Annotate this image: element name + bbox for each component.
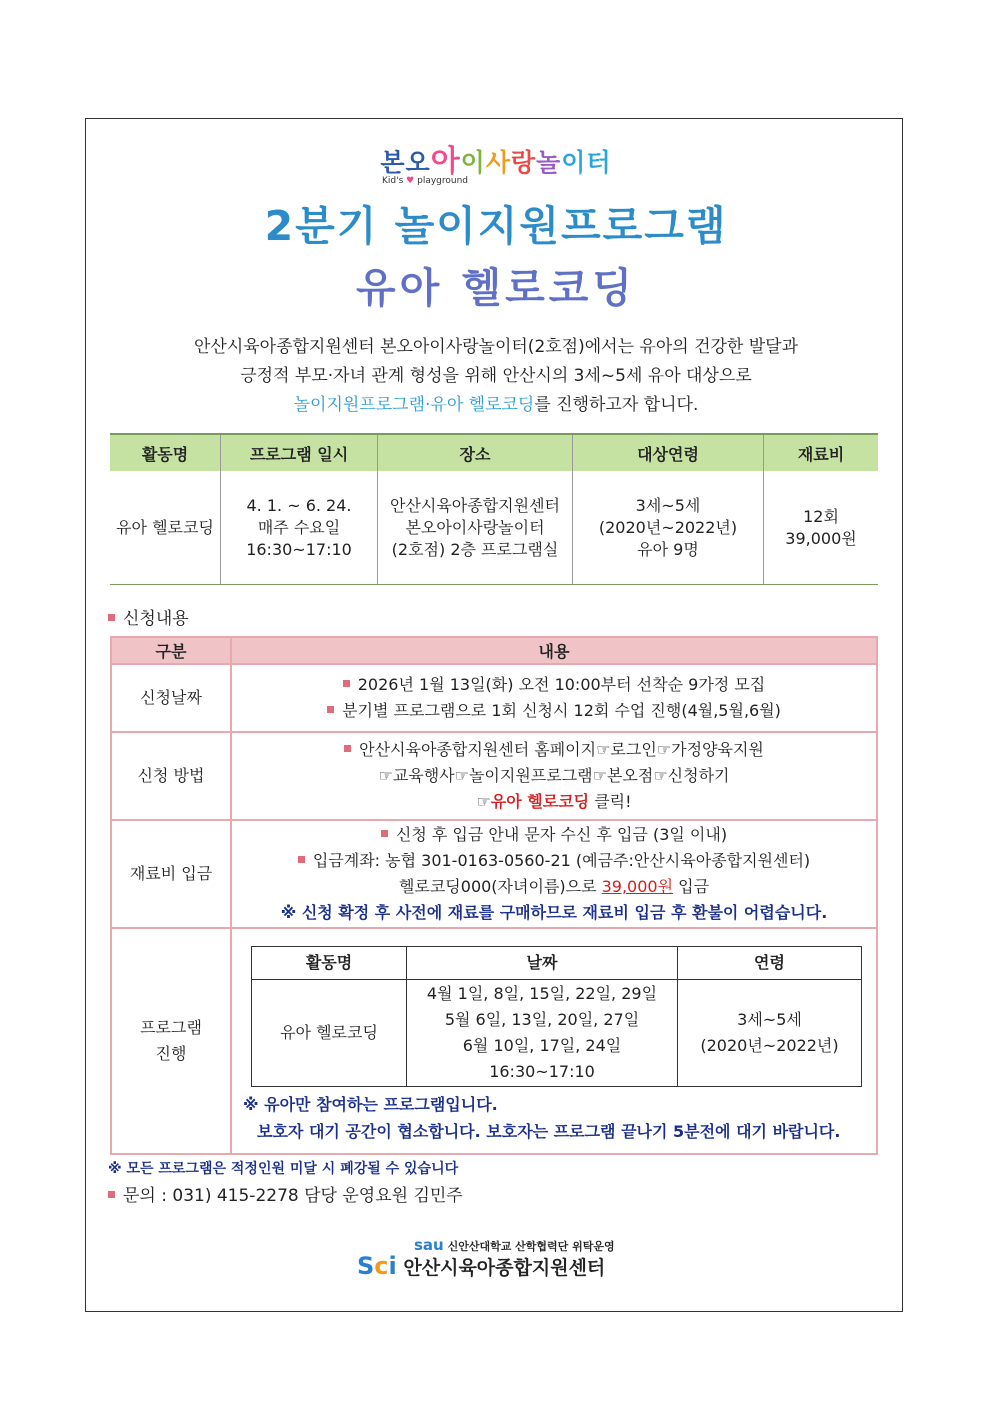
page-title: 2분기 놀이지원프로그램 xyxy=(264,202,728,250)
content-line xyxy=(233,789,875,815)
refund-notice: ※ 신청 확정 후 사전에 재료를 구매하므로 재료비 입금 후 환불이 어렵습니다. xyxy=(280,903,828,922)
content-line xyxy=(233,698,875,724)
summary-cell-date xyxy=(221,471,378,585)
content-text: 분기별 프로그램으로 1회 신청시 12회 수업 진행(4월,5월,6월) xyxy=(342,701,781,720)
age-line: 유아 9명 xyxy=(637,539,699,559)
schedule-row xyxy=(252,980,862,1087)
row-content xyxy=(231,928,877,1154)
content-text: 입금 xyxy=(673,877,710,896)
schedule-header-age: 연령 xyxy=(678,947,862,980)
program-link-text: 유아 헬로코딩 xyxy=(490,792,590,811)
summary-header-date: 프로그램 일시 xyxy=(221,434,378,471)
intro-line-3-rest: 를 진행하고자 합니다. xyxy=(534,395,699,415)
schedule-cell-age xyxy=(678,980,862,1087)
content-text: 안산시육아종합지원센터 홈페이지☞로그인☞가정양육지원 xyxy=(359,740,764,759)
logo-sub-left: Kid's xyxy=(382,176,404,186)
schedule-age-line: 3세~5세 xyxy=(737,1010,802,1029)
contact-text: 문의 : 031) 415-2278 담당 운영요원 김민주 xyxy=(123,1186,463,1206)
program-notice-1: ※ 유아만 참여하는 프로그램입니다. xyxy=(243,1095,498,1114)
square-bullet-icon xyxy=(343,680,350,687)
schedule-date-line: 5월 6일, 13일, 20일, 27일 xyxy=(444,1010,640,1029)
intro-highlight: 놀이지원프로그램·유아 헬로코딩 xyxy=(293,395,535,415)
age-line: 3세~5세 xyxy=(635,495,701,515)
content-line: ☞교육행사☞놀이지원프로그램☞본오점☞신청하기 xyxy=(378,766,730,785)
square-bullet-icon xyxy=(344,745,351,752)
row-content xyxy=(231,664,877,732)
sau-logo: sau xyxy=(414,1236,444,1254)
fee-line: 12회 xyxy=(803,506,839,526)
logo-text-2: 아 xyxy=(430,144,461,179)
cancellation-note: ※ 모든 프로그램은 적정인원 미달 시 폐강될 수 있습니다 xyxy=(108,1161,459,1177)
application-header-category: 구분 xyxy=(111,637,231,664)
content-line xyxy=(233,737,875,763)
content-text: 신청 후 입금 안내 문자 수신 후 입금 (3일 이내) xyxy=(395,825,728,844)
content-line xyxy=(233,822,875,848)
row-content xyxy=(231,732,877,820)
row-label-line: 진행 xyxy=(155,1044,187,1063)
date-line: 4. 1. ~ 6. 24. xyxy=(246,495,352,515)
contact-line xyxy=(108,1181,463,1206)
logo-text-7: 이터 xyxy=(561,148,612,177)
schedule-cell-name: 유아 헬로코딩 xyxy=(252,980,407,1087)
application-header-row xyxy=(111,637,877,664)
logo-text-6: 놀 xyxy=(536,148,562,177)
place-line: (2호점) 2층 프로그램실 xyxy=(391,539,559,559)
schedule-header-date: 날짜 xyxy=(407,947,678,980)
row-label-line: 프로그램 xyxy=(140,1018,202,1037)
square-bullet-icon xyxy=(327,706,334,713)
intro-line-2: 긍정적 부모·자녀 관계 형성을 위해 안산시의 3세~5세 유아 대상으로 xyxy=(240,366,752,386)
place-line: 본오아이사랑놀이터 xyxy=(405,517,545,537)
row-label: 재료비 입금 xyxy=(111,820,231,928)
row-content xyxy=(231,820,877,928)
date-line: 매주 수요일 xyxy=(257,517,341,537)
section-heading xyxy=(108,604,189,629)
playground-logo xyxy=(0,144,992,179)
section-title: 신청내용 xyxy=(123,609,189,629)
application-row-method xyxy=(111,732,877,820)
summary-header-name: 활동명 xyxy=(110,434,221,471)
date-line: 16:30~17:10 xyxy=(246,539,352,559)
schedule-date-line: 4월 1일, 8일, 15일, 22일, 29일 xyxy=(426,984,658,1003)
summary-cell-place xyxy=(378,471,573,585)
summary-header-place: 장소 xyxy=(378,434,573,471)
application-header-content: 내용 xyxy=(231,637,877,664)
summary-cell-name: 유아 헬로코딩 xyxy=(110,471,221,585)
schedule-date-line: 6월 10일, 17일, 24일 xyxy=(462,1036,622,1055)
logo-sub-right: playground xyxy=(417,176,469,186)
summary-header-row xyxy=(110,434,878,471)
content-text: 2026년 1월 13일(화) 오전 10:00부터 선착순 9가정 모집 xyxy=(357,675,766,694)
schedule-date-line: 16:30~17:10 xyxy=(489,1062,595,1081)
fee-line: 39,000원 xyxy=(785,528,857,548)
intro-line-3 xyxy=(0,391,992,420)
schedule-cell-dates xyxy=(407,980,678,1087)
intro-text xyxy=(0,333,992,420)
schedule-header-name: 활동명 xyxy=(252,947,407,980)
content-line xyxy=(233,874,875,900)
square-bullet-icon xyxy=(108,614,115,621)
row-label: 신청날짜 xyxy=(111,664,231,732)
schedule-table xyxy=(251,946,862,1087)
application-table xyxy=(110,636,878,1155)
summary-cell-age xyxy=(573,471,764,585)
age-line: (2020년~2022년) xyxy=(598,517,738,537)
center-name-text: 안산시육아종합지원센터 xyxy=(403,1257,606,1279)
center-logo-icon: Sci xyxy=(357,1252,397,1280)
content-text: 헬로코딩000(자녀이름)으로 xyxy=(398,877,602,896)
center-logo xyxy=(357,1252,605,1280)
row-label: 신청 방법 xyxy=(111,732,231,820)
fee-amount: 39,000원 xyxy=(601,877,674,896)
program-notice-2: 보호자 대기 공간이 협소합니다. 보호자는 프로그램 끝나기 5분전에 대기 바랍니다. xyxy=(257,1122,841,1141)
application-row-date xyxy=(111,664,877,732)
row-label xyxy=(111,928,231,1154)
content-text: 입금계좌: 농협 301-0163-0560-21 (예금주:안산시육아종합지원센터) xyxy=(312,851,811,870)
summary-header-age: 대상연령 xyxy=(573,434,764,471)
schedule-header-row xyxy=(252,947,862,980)
content-line xyxy=(233,848,875,874)
pointing-hand-icon: ☞ xyxy=(476,792,491,811)
logo-text-5: 랑 xyxy=(510,148,537,177)
summary-table xyxy=(110,433,878,585)
summary-row xyxy=(110,471,878,585)
place-line: 안산시육아종합지원센터 xyxy=(389,495,561,515)
logo-subtitle xyxy=(382,176,468,186)
content-text: 클릭! xyxy=(589,792,632,811)
square-bullet-icon xyxy=(381,830,388,837)
summary-cell-fee xyxy=(764,471,879,585)
content-line xyxy=(233,672,875,698)
schedule-age-line: (2020년~2022년) xyxy=(700,1036,839,1055)
logo-text-1: 본오 xyxy=(380,148,431,177)
heart-icon: ♥ xyxy=(406,176,415,186)
summary-header-fee: 재료비 xyxy=(764,434,879,471)
square-bullet-icon xyxy=(298,856,305,863)
application-row-fee xyxy=(111,820,877,928)
logo-text-3: 이 xyxy=(460,148,486,177)
logo-text-4: 사 xyxy=(485,148,511,177)
application-row-program xyxy=(111,928,877,1154)
intro-line-1: 안산시육아종합지원센터 본오아이사랑놀이터(2호점)에서는 유아의 건강한 발달과 xyxy=(193,337,799,357)
square-bullet-icon xyxy=(108,1191,115,1198)
operator-text: 신안산대학교 산학협력단 위탁운영 xyxy=(447,1240,615,1253)
program-title: 유아 헬로코딩 xyxy=(356,264,636,312)
